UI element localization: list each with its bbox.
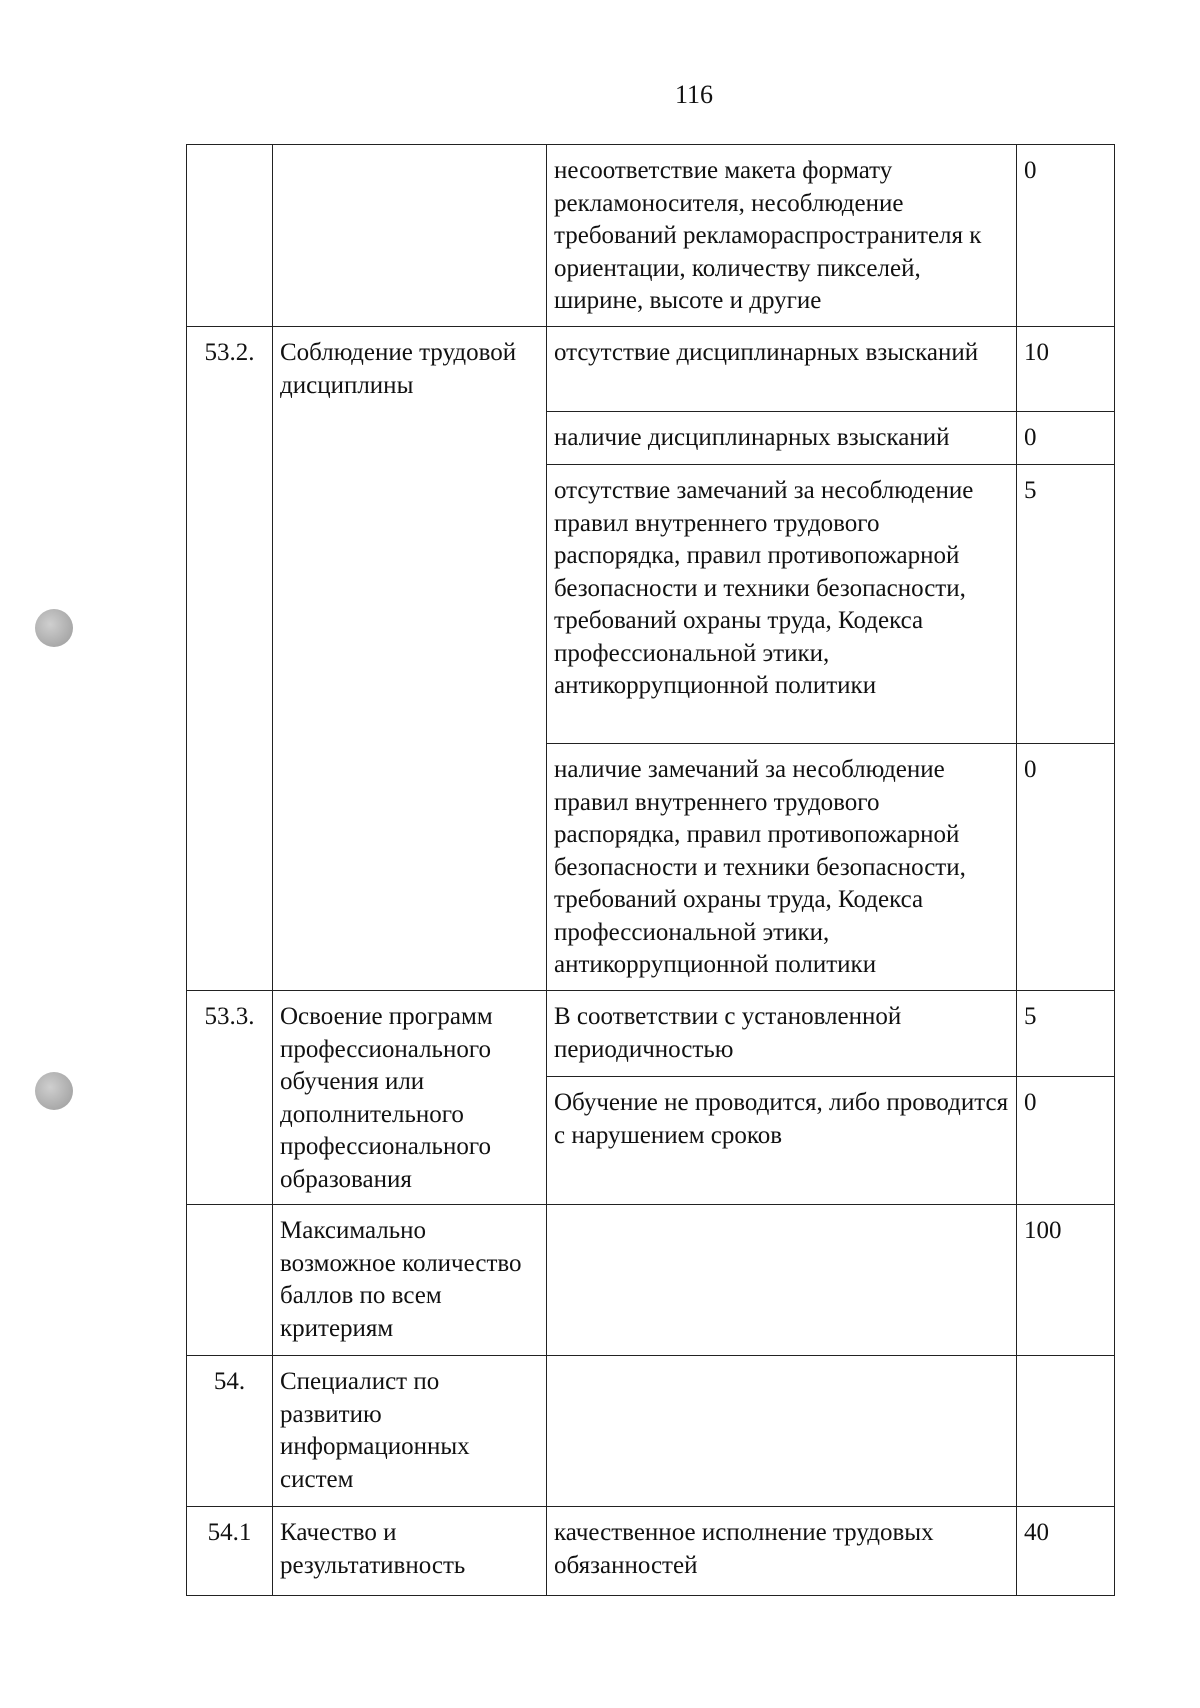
table-row	[187, 991, 1115, 1077]
item-number-cell	[187, 1205, 273, 1356]
table-row	[187, 327, 1115, 412]
score-cell: 100	[1017, 1205, 1115, 1356]
punch-hole	[35, 609, 73, 647]
score-cell: 0	[1017, 145, 1115, 327]
score-cell: 5	[1017, 465, 1115, 744]
item-number-cell: 53.2.	[187, 327, 273, 991]
page-number: 116	[674, 80, 714, 109]
criterion-name-cell: Специалист по развитию информационных систем	[273, 1356, 547, 1507]
indicator-cell	[547, 1356, 1017, 1507]
criterion-name-cell: Освоение программ профессионального обучения или дополнительного профессионального образования	[273, 991, 547, 1205]
criterion-name-cell: Качество и результативность	[273, 1507, 547, 1596]
item-number-cell: 53.3.	[187, 991, 273, 1205]
table-row	[187, 1205, 1115, 1356]
table-row	[187, 1507, 1115, 1596]
score-cell: 5	[1017, 991, 1115, 1077]
indicator-cell: отсутствие дисциплинарных взысканий	[547, 327, 1017, 412]
score-cell: 0	[1017, 1077, 1115, 1205]
indicator-cell: наличие дисциплинарных взысканий	[547, 412, 1017, 465]
score-cell: 0	[1017, 744, 1115, 991]
criteria-table	[186, 144, 1115, 1596]
score-cell: 10	[1017, 327, 1115, 412]
indicator-cell: несоответствие макета формату рекламоносителя, несоблюдение требований рекламораспространителя к ориентации, количеству пикселей, ширине, высоте и другие	[547, 145, 1017, 327]
item-number-cell: 54.	[187, 1356, 273, 1507]
score-cell	[1017, 1356, 1115, 1507]
indicator-cell: наличие замечаний за несоблюдение правил внутреннего трудового распорядка, правил противопожарной безопасности и техники безопасности, требований охраны труда, Кодекса профессиональной этики, антикоррупционной политики	[547, 744, 1017, 991]
score-cell: 40	[1017, 1507, 1115, 1596]
score-cell: 0	[1017, 412, 1115, 465]
criterion-name-cell	[273, 145, 547, 327]
indicator-cell	[547, 1205, 1017, 1356]
indicator-cell: Обучение не проводится, либо проводится с нарушением сроков	[547, 1077, 1017, 1205]
indicator-cell: В соответствии с установленной периодичностью	[547, 991, 1017, 1077]
indicator-cell: отсутствие замечаний за несоблюдение правил внутреннего трудового распорядка, правил противопожарной безопасности и техники безопасности, требований охраны труда, Кодекса профессиональной этики, антикоррупционной политики	[547, 465, 1017, 744]
criterion-name-cell: Соблюдение трудовой дисциплины	[273, 327, 547, 991]
item-number-cell: 54.1	[187, 1507, 273, 1596]
indicator-cell: качественное исполнение трудовых обязанностей	[547, 1507, 1017, 1596]
item-number-cell	[187, 145, 273, 327]
table-row	[187, 1356, 1115, 1507]
punch-hole	[35, 1072, 73, 1110]
table-row	[187, 145, 1115, 327]
criterion-name-cell: Максимально возможное количество баллов по всем критериям	[273, 1205, 547, 1356]
